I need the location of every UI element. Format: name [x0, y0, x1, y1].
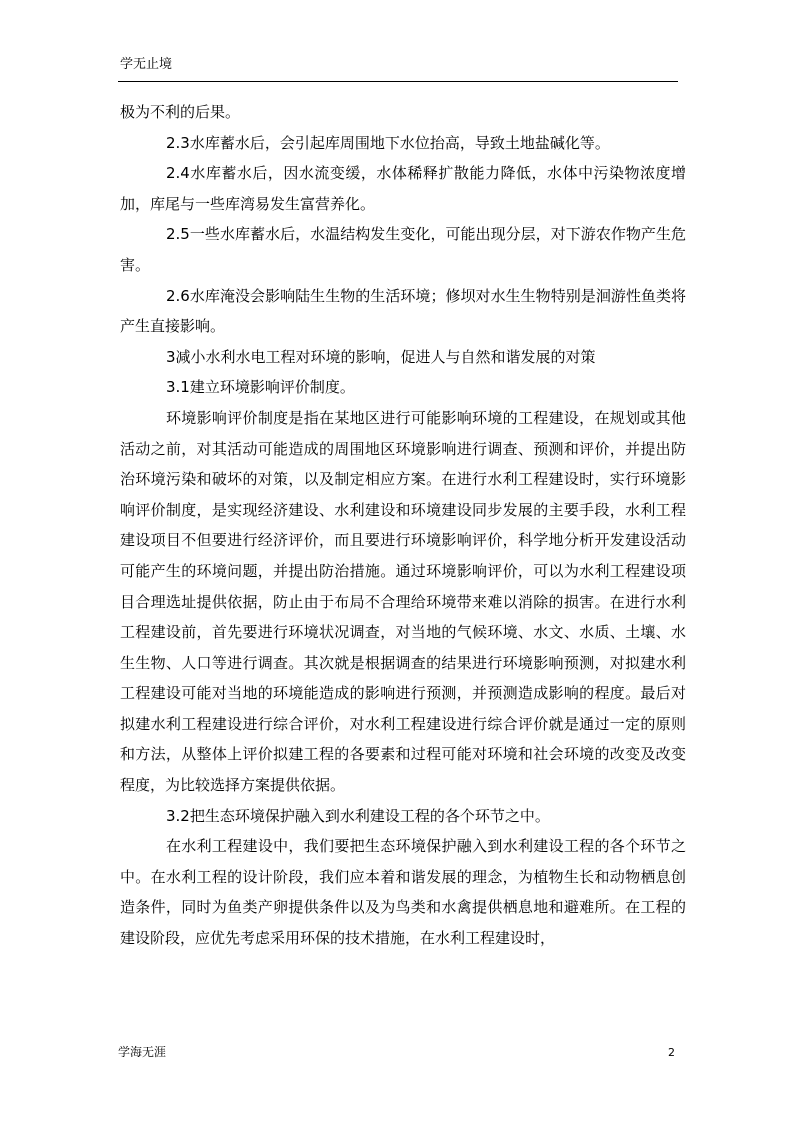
paragraph: 环境影响评价制度是指在某地区进行可能影响环境的工程建设，在规划或其他活动之前，对其活动可能造成的周围地区环境影响进行调查、预测和评价，并提出防治环境污染和破坏的对策，以及制定相应方案。在进行水利工程建设时，实行环境影响评价制度，是实现经济建设、水利建设和环境建设同步发展的主要手段，水利工程建设项目不但要进行经济评价，而且要进行环境影响评价，科学地分析开发建设活动可能产生的环境问题，并提出防治措施。通过环境影响评价，可以为水利工程建设项目合理选址提供依据，防止由于布局不合理给环境带来难以消除的损害。在进行水利工程建设前，首先要进行环境状况调查，对当地的气候环境、水文、水质、土壤、水生生物、人口等进行调查。其次就是根据调查的结果进行环境影响预测，对拟建水利工程建设可能对当地的环境能造成的影响进行预测，并预测造成影响的程度。最后对拟建水利工程建设进行综合评价，对水利工程建设进行综合评价就是通过一定的原则和方法，从整体上评价拟建工程的各要素和过程可能对环境和社会环境的改变及改变程度，为比较选择方案提供依据。	[120, 408, 686, 795]
paragraph: 2.3水库蓄水后，会引起库周围地下水位抬高，导致土地盐碱化等。	[166, 133, 610, 152]
header-rule	[118, 81, 678, 82]
paragraph: 在水利工程建设中，我们要把生态环境保护融入到水利建设工程的各个环节之中。在水利工程的设计阶段，我们应本着和谐发展的理念，为植物生长和动物栖息创造条件，同时为鱼类产卵提供条件以及为鸟类和水禽提供栖息地和避难所。在工程的建设阶段，应优先考虑采用环保的技术措施，在水利工程建设时，	[120, 837, 686, 948]
page-number: 2	[668, 1046, 675, 1059]
paragraph: 极为不利的后果。	[120, 103, 241, 121]
paragraph: 2.6水库淹没会影响陆生生物的生活环境；修坝对水生生物特别是洄游性鱼类将产生直接影响。	[120, 286, 686, 336]
document-body	[120, 97, 686, 954]
subsection-heading: 3.2把生态环境保护融入到水利建设工程的各个环节之中。	[166, 806, 550, 825]
page-footer: 学海无涯	[118, 1045, 167, 1059]
paragraph: 2.4水库蓄水后，因水流变缓，水体稀释扩散能力降低，水体中污染物浓度增加，库尾与一些库湾易发生富营养化。	[120, 164, 686, 213]
subsection-heading: 3.1建立环境影响评价制度。	[166, 378, 355, 397]
page-header: 学无止境	[120, 57, 173, 72]
paragraph: 2.5一些水库蓄水后，水温结构发生变化，可能出现分层，对下游农作物产生危害。	[120, 225, 686, 274]
section-heading: 3减小水利水电工程对环境的影响，促进人与自然和谐发展的对策	[166, 347, 596, 366]
